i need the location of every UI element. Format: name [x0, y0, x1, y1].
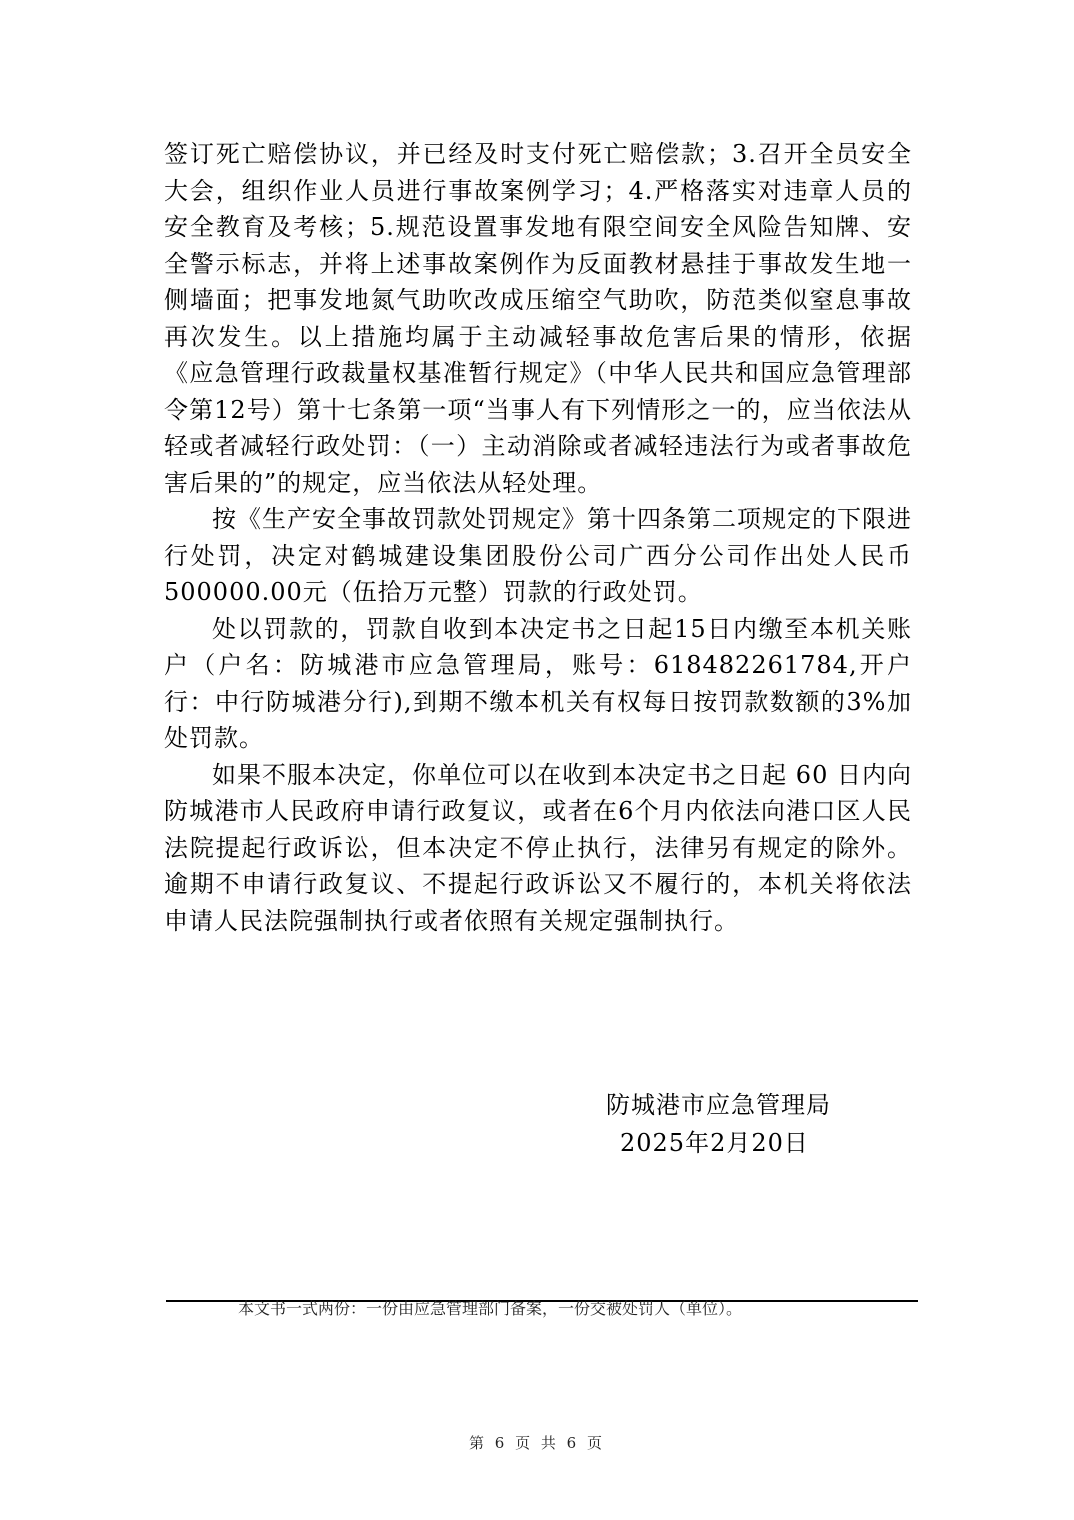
issuing-organization: 防城港市应急管理局	[606, 1091, 831, 1119]
issue-date: 2025年2月20日	[620, 1129, 809, 1157]
document-body	[164, 136, 912, 939]
page-number: 第 6 页 共 6 页	[469, 1434, 605, 1452]
body-paragraph-appeal-rights: 如果不服本决定，你单位可以在收到本决定书之日起 60 日内向防城港市人民政府申请行政复议，或者在6个月内依法向港口区人民法院提起行政诉讼，但本决定不停止执行，法律另有规定的除外。逾期不申请行政复议、不提起行政诉讼又不履行的，本机关将依法申请人民法院强制执行或者依照有关规定强制执行。	[164, 760, 912, 935]
signature-block	[600, 1086, 860, 1162]
body-paragraph-continuation: 签订死亡赔偿协议，并已经及时支付死亡赔偿款；3.召开全员安全大会，组织作业人员进行事故案例学习；4.严格落实对违章人员的安全教育及考核；5.规范设置事发地有限空间安全风险告知牌、安全警示标志，并将上述事故案例作为反面教材悬挂于事故发生地一侧墙面；把事发地氮气助吹改成压缩空气助吹，防范类似窒息事故再次发生。以上措施均属于主动减轻事故危害后果的情形，依据《应急管理行政裁量权基准暂行规定》（中华人民共和国应急管理部令第12号）第十七条第一项“当事人有下列情形之一的，应当依法从轻或者减轻行政处罚：（一）主动消除或者减轻违法行为或者事故危害后果的”的规定，应当依法从轻处理。	[164, 140, 912, 497]
body-paragraph-payment-instructions: 处以罚款的，罚款自收到本决定书之日起15日内缴至本机关账户（户名：防城港市应急管理局，账号：618482261784,开户行：中行防城港分行),到期不缴本机关有权每日按罚款数额的3%加处罚款。	[164, 614, 912, 752]
footnote-text: 本文书一式两份：一份由应急管理部门备案，一份交被处罚人（单位）。	[238, 1299, 743, 1318]
body-paragraph-penalty-decision: 按《生产安全事故罚款处罚规定》第十四条第二项规定的下限进行处罚，决定对鹤城建设集团股份公司广西分公司作出处人民币500000.00元（伍拾万元整）罚款的行政处罚。	[164, 505, 912, 606]
